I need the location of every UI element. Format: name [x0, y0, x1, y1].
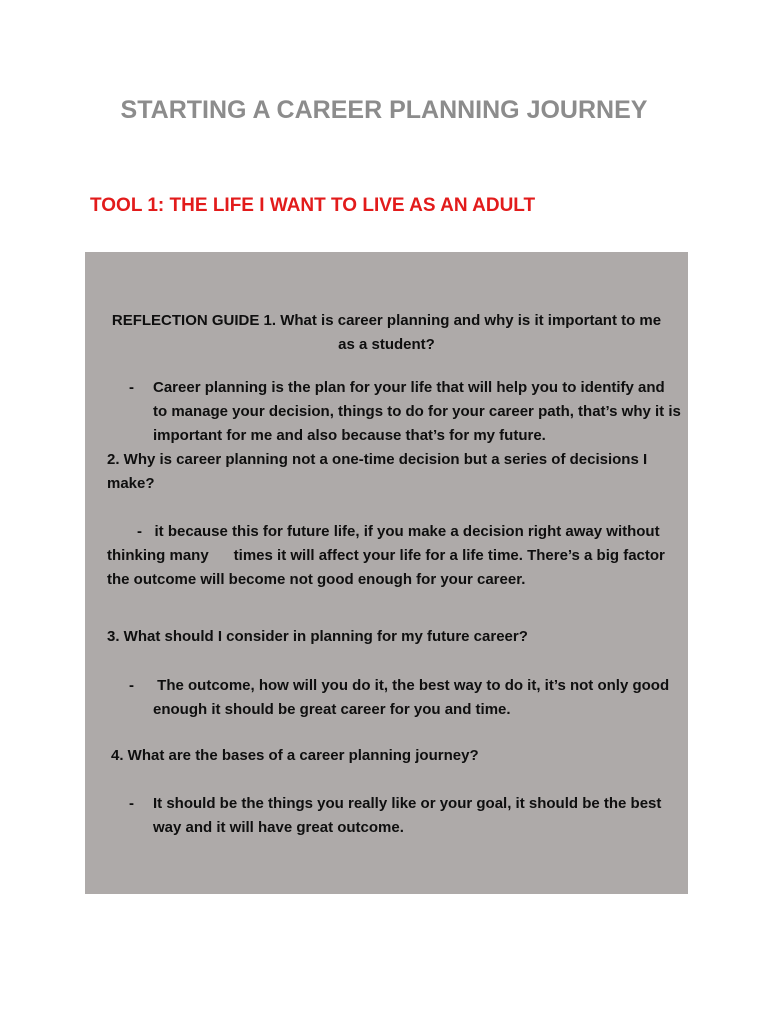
tool-heading: TOOL 1: THE LIFE I WANT TO LIVE AS AN ADULT [90, 195, 536, 216]
answer-4-text: It should be the things you really like or your goal, it should be the best way and it will have great outcome. [153, 795, 662, 836]
bullet-dash: - [129, 677, 134, 694]
answer-1-text: Career planning is the plan for your life that will help you to identify and to manage your decision, things to do for your career path, that’s why it is important for me and also because that’s for my future. [153, 379, 681, 444]
bullet-dash: - [129, 379, 134, 396]
question-3: 3. What should I consider in planning for my future career? [107, 628, 528, 645]
reflection-content [85, 252, 688, 894]
answer-2: - it because this for future life, if you make a decision right away without thinking many times it will affect your life for a life time. There’s a big factor the outcome will become not good enough for your career. [107, 523, 670, 588]
question-2: 2. Why is career planning not a one-time decision but a series of decisions I make? [107, 451, 648, 492]
bullet-dash: - [129, 795, 134, 812]
question-4: 4. What are the bases of a career planning journey? [111, 747, 479, 764]
reflection-box [85, 252, 688, 894]
answer-4 [129, 792, 683, 840]
reflection-guide-heading: REFLECTION GUIDE 1. What is career planning and why is it important to me as a student? [111, 312, 662, 353]
answer-3 [129, 674, 683, 722]
page-title: STARTING A CAREER PLANNING JOURNEY [120, 96, 648, 124]
answer-1 [129, 376, 683, 448]
answer-3-text: The outcome, how will you do it, the best way to do it, it’s not only good enough it should be great career for you and time. [153, 677, 674, 718]
